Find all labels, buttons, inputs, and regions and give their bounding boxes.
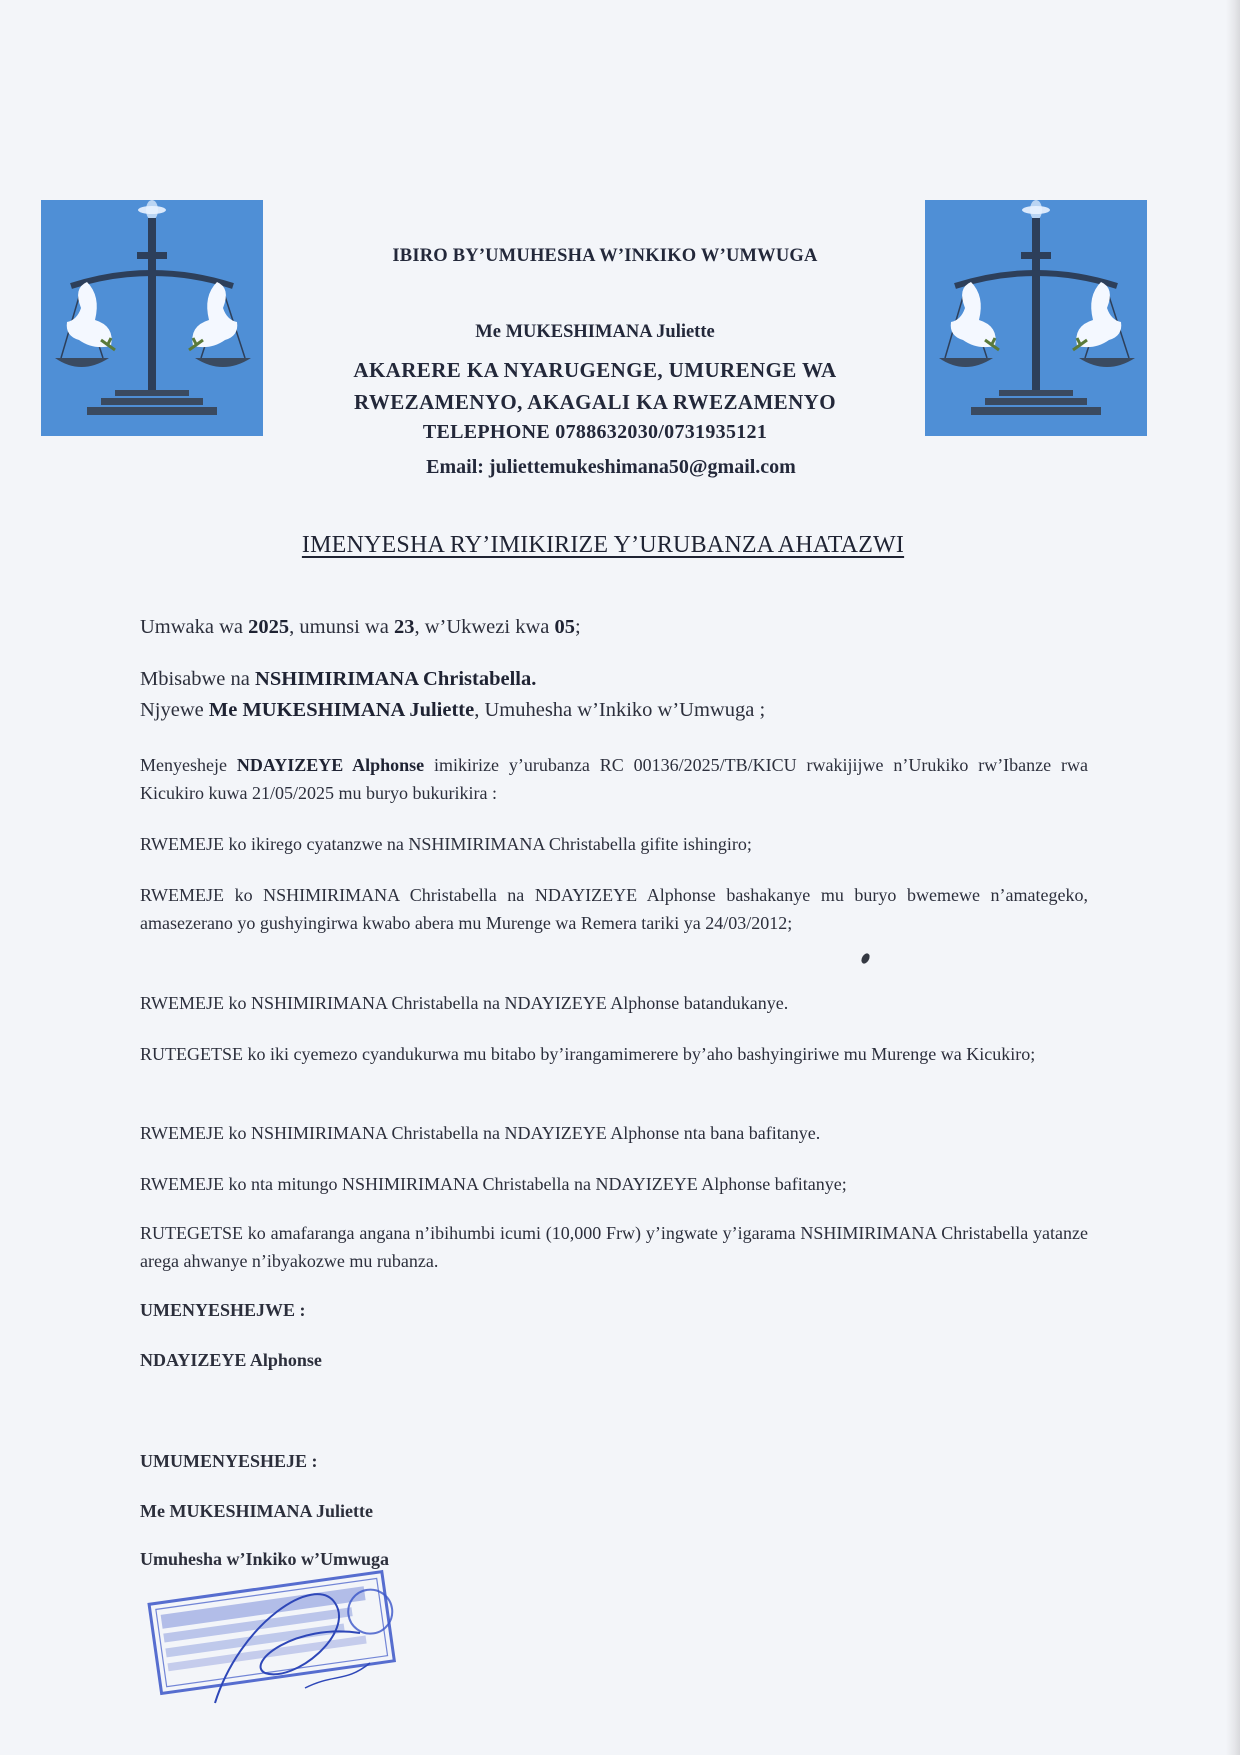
date-line [140,612,1088,643]
requester-block [140,664,1088,726]
requester-line [140,664,1088,695]
bailiff-name-heading: Me MUKESHIMANA Juliette [475,322,715,342]
official-stamp [145,1563,407,1713]
notifier-name: Me MUKESHIMANA Juliette [140,1501,373,1521]
date-day: 23 [393,616,415,638]
notice-text: imikirize y’urubanza RC 00136/2025/TB/KICU rwakijijwe n’Urukiko rw’Ibanze rwa Kicukiro kuwa 21/05/2025 mu buryo bukurikira : [140,755,1089,803]
scan-edge-shadow [1226,0,1240,1755]
requester-name: NSHIMIRIMANA Christabella. [255,668,537,690]
notifier-label: UMUMENYESHEJE : [140,1451,318,1471]
ink-mark [860,952,872,965]
bailiff-name: Me MUKESHIMANA Juliette [208,699,475,721]
ruling-item: RUTEGETSE ko amafaranga angana n’ibihumbi icumi (10,000 Frw) y’ingwate y’igarama NSHIMIRIMANA Christabella yatanze arega ahwanye n’ibyakozwe mu rubanza. [140,1223,1088,1271]
ruling-item: RWEMEJE ko NSHIMIRIMANA Christabella na NDAYIZEYE Alphonse batandukanye. [140,993,789,1013]
date-month: 05 [554,616,575,638]
notifier-title: Umuhesha w’Inkiko w’Umwuga [140,1549,390,1569]
office-heading: IBIRO BY’UMUHESHA W’INKIKO W’UMWUGA [392,246,818,266]
notified-label: UMENYESHEJWE : [140,1300,306,1320]
date-line-text: , w’Ukwezi kwa [414,616,555,638]
bailiff-text: Njyewe [140,699,209,721]
document-title [0,532,1190,559]
date-year: 2025 [248,616,290,638]
ruling-item: RUTEGETSE ko iki cyemezo cyandukurwa mu bitabo by’irangamimerere by’aho bashyingiriwe mu Murenge wa Kicukiro; [140,1044,1036,1064]
notified-person-name: NDAYIZEYE Alphonse [236,755,425,775]
ruling-item: RWEMEJE ko ikirego cyatanzwe na NSHIMIRIMANA Christabella gifite ishingiro; [140,834,752,854]
ruling-item: RWEMEJE ko NSHIMIRIMANA Christabella na NDAYIZEYE Alphonse nta bana bafitanye. [140,1123,821,1143]
bailiff-line [140,695,1088,726]
date-line-text: ; [574,616,581,638]
stamp-signature-icon [145,1563,407,1713]
notified-name: NDAYIZEYE Alphonse [140,1350,322,1370]
ruling-item: RWEMEJE ko NSHIMIRIMANA Christabella na NDAYIZEYE Alphonse bashakanye mu buryo bwemewe n’amategeko, amasezerano yo gushyingirwa kwabo abera mu Murenge wa Remera tariki ya 24/03/2012; [140,885,1088,933]
address-line-2: RWEZAMENYO, AKAGALI KA RWEZAMENYO [354,390,836,414]
address-line-1: AKARERE KA NYARUGENGE, UMURENGE WA [353,358,837,382]
notice-text: Menyesheje [140,755,237,775]
email-line: Email: juliettemukeshimana50@gmail.com [426,456,796,478]
telephone-line: TELEPHONE 0788632030/0731935121 [422,421,768,443]
document-title-text: IMENYESHA RY’IMIKIRIZE Y’URUBANZA AHATAZWI [301,532,905,558]
date-line-text: , umunsi wa [289,616,394,638]
notice-paragraph [140,751,1088,807]
date-line-text: Umwaka wa [140,616,249,638]
bailiff-text: , Umuhesha w’Inkiko w’Umwuga ; [474,699,766,721]
ruling-item: RWEMEJE ko nta mitungo NSHIMIRIMANA Christabella na NDAYIZEYE Alphonse bafitanye; [140,1174,847,1194]
requester-text: Mbisabwe na [140,668,256,690]
